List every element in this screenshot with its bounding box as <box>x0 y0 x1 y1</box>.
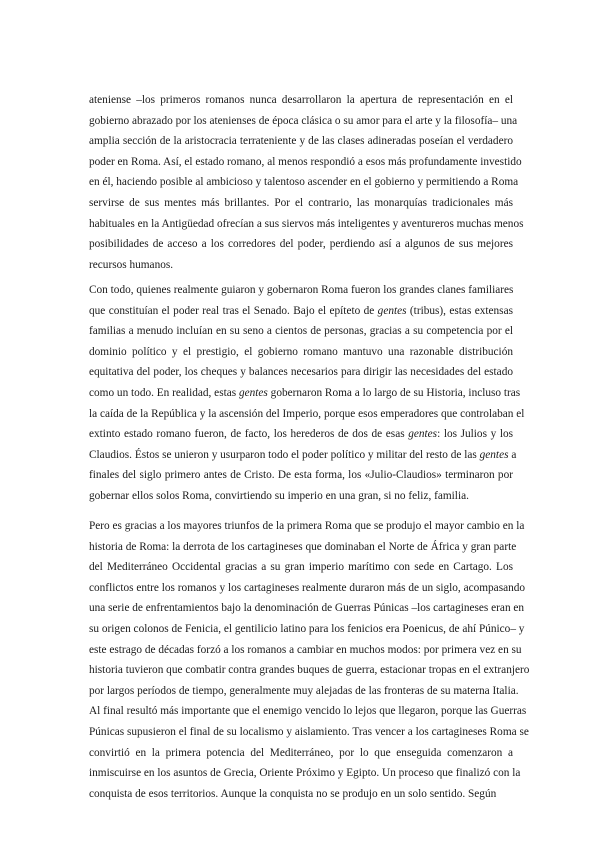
text-run: la caída de la República y la ascensión del Imperio, porque esos emperadores que controlaban el <box>89 407 525 420</box>
text-run: : los Julios y los <box>437 428 514 441</box>
text-line <box>89 193 513 214</box>
paragraph-3 <box>89 516 530 804</box>
italic-term: gentes <box>238 386 268 399</box>
text-line <box>89 383 521 404</box>
text-run: historia de Roma: la derrota de los cartagineses que dominaban el Norte de África y gran parte <box>89 540 517 553</box>
text-run: convirtió en la primera potencia del Mediterráneo, por lo que enseguida comenzaron a <box>89 746 513 759</box>
text-line <box>89 537 517 558</box>
text-run: una serie de enfrentamientos bajo la denominación de Guerras Púnicas ‒los cartagineses eran en <box>89 602 525 615</box>
text-line <box>89 598 525 619</box>
paragraph-2 <box>89 280 525 507</box>
text-line <box>89 234 513 255</box>
text-line <box>89 152 522 173</box>
text-run: a <box>508 448 517 461</box>
text-line <box>89 445 517 466</box>
text-run: familias a menudo incluían en su seno a cientos de personas, gracias a su competencia por el <box>89 325 513 338</box>
text-run: Claudios. Éstos se unieron y usurparon todo el poder político y militar del resto de las <box>89 448 480 461</box>
text-run: servirse de sus mentes más brillantes. Por el contrario, las monarquías tradicionales más <box>89 196 513 209</box>
paragraph-1 <box>89 90 524 275</box>
text-run: que constituían el poder real tras el Senado. Bajo el epíteto de <box>89 304 378 317</box>
text-line <box>89 214 524 235</box>
text-line <box>89 557 513 578</box>
text-run: (tribus), estas extensas <box>406 304 513 317</box>
italic-term: gentes <box>479 448 509 461</box>
text-line <box>89 362 513 383</box>
text-line <box>89 516 525 537</box>
text-run: habituales en la Antigüedad ofrecían a sus siervos más inteligentes y aventureros muchas menos <box>89 217 524 230</box>
text-run: su origen colonos de Fenicia, el gentilicio latino para los fenicios era Poenicus, de ahí Púnico‒ y <box>89 622 525 635</box>
text-run: finales del siglo primero antes de Cristo. De esta forma, los «Julio-Claudios» terminaron por <box>89 469 513 482</box>
text-run: este estrago de décadas forzó a los romanos a cambiar en muchos modos: por primera vez en su <box>89 643 522 656</box>
text-line <box>89 424 513 445</box>
text-line <box>89 763 521 784</box>
text-run: ateniense ‒los primeros romanos nunca desarrollaron la apertura de representación en el <box>89 94 513 106</box>
italic-term: gentes <box>377 304 407 317</box>
text-run: dominio político y el prestigio, el gobierno romano mantuvo una razonable distribución <box>89 345 513 358</box>
text-line <box>89 681 519 702</box>
text-run: en él, haciendo posible al ambicioso y talentoso ascender en el gobierno y permitiendo a Roma <box>89 176 519 189</box>
text-run: equitativa del poder, los cheques y balances necesarios para dirigir las necesidades del estado <box>89 366 513 379</box>
text-line <box>89 404 525 425</box>
text-line <box>89 465 513 486</box>
text-line <box>89 172 519 193</box>
text-run: como un todo. En realidad, estas <box>89 386 239 399</box>
text-run: Con todo, quienes realmente guiaron y gobernaron Roma fueron los grandes clanes familiares <box>89 284 514 296</box>
text-run: amplia sección de la aristocracia terrateniente y de las clases adineradas poseían el verdadero <box>89 135 513 148</box>
text-run: conquista de esos territorios. Aunque la conquista no se produjo en un solo sentido. Según <box>89 787 497 800</box>
text-line <box>89 784 513 805</box>
text-line <box>89 619 525 640</box>
text-line <box>89 255 513 276</box>
italic-term: gentes <box>408 428 438 441</box>
text-line <box>89 321 513 342</box>
text-run: inmiscuirse en los asuntos de Grecia, Oriente Próximo y Egipto. Un proceso que finalizó con la <box>89 767 521 780</box>
text-line <box>89 701 527 722</box>
text-line <box>89 280 513 301</box>
text-line <box>89 743 513 764</box>
text-run: recursos humanos. <box>89 258 174 271</box>
text-run: Al final resultó más importante que el enemigo vencido lo lejos que llegaron, porque las Guerras <box>89 705 527 718</box>
text-line <box>89 486 513 507</box>
text-run: gobernar ellos solos Roma, convirtiendo su imperio en una gran, si no feliz, familia. <box>89 489 469 502</box>
text-run: Púnicas supusieron el final de su localismo y aislamiento. Tras vencer a los cartagineses Roma se <box>89 725 529 738</box>
text-line <box>89 301 513 322</box>
text-line <box>89 722 529 743</box>
text-run: extinto estado romano fueron, de facto, los herederos de dos de esas <box>89 428 409 441</box>
text-run: historia tuvieron que combatir contra grandes buques de guerra, estacionar tropas en el extranjero <box>89 664 530 677</box>
text-line <box>89 131 513 152</box>
text-run: del Mediterráneo Occidental gracias a su gran imperio marítimo con sede en Cartago. Los <box>89 561 513 574</box>
text-line <box>89 578 526 599</box>
text-run: por largos períodos de tiempo, generalmente muy alejadas de las fronteras de su materna Italia. <box>89 684 519 697</box>
text-run: Pero es gracias a los mayores triunfos de la primera Roma que se produjo el mayor cambio en la <box>89 520 525 532</box>
text-line <box>89 111 518 132</box>
text-run: posibilidades de acceso a los corredores del poder, perdiendo así a algunos de sus mejores <box>89 238 513 251</box>
text-run: gobernaron Roma a lo largo de su Historia, incluso tras <box>267 386 521 399</box>
text-line <box>89 640 522 661</box>
text-line <box>89 660 530 681</box>
text-line <box>89 342 513 363</box>
text-run: conflictos entre los romanos y los cartagineses realmente duraron más de un siglo, acompasando <box>89 581 526 594</box>
text-run: poder en Roma. Así, el estado romano, al menos respondió a esos más profundamente investido <box>89 155 522 168</box>
text-run: gobierno abrazado por los atenienses de época clásica o su amor para el arte y la filosofía‒ una <box>89 114 518 127</box>
text-line <box>89 90 513 111</box>
